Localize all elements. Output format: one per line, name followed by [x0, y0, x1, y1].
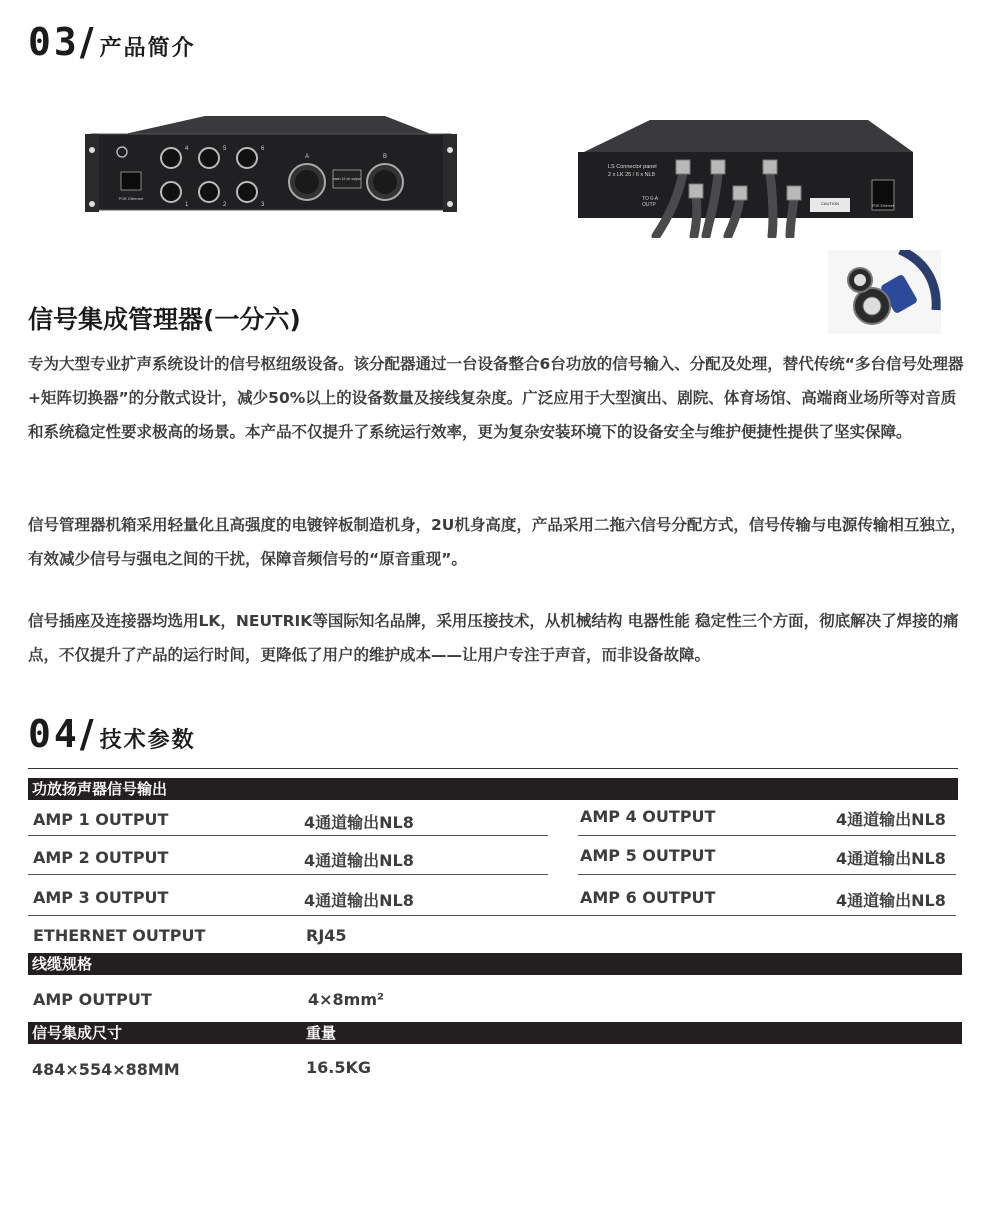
- row-divider: [28, 915, 956, 916]
- ethernet-value: RJ45: [306, 926, 347, 945]
- section-header-04: [28, 712, 196, 756]
- amp2-label: AMP 2 OUTPUT: [33, 848, 169, 867]
- amp3-value: 4通道输出NL8: [304, 891, 414, 910]
- size-value: 484×554×88MM: [32, 1060, 180, 1079]
- front-poe-label: POE Ethernet: [118, 196, 144, 201]
- row-divider: [28, 835, 548, 836]
- size-bar-label: 信号集成尺寸: [32, 1024, 123, 1042]
- cable-label: AMP OUTPUT: [33, 990, 152, 1009]
- amp6-label: AMP 6 OUTPUT: [580, 888, 716, 907]
- section-title: 产品简介: [99, 36, 196, 61]
- svg-text:3: 3: [261, 202, 265, 208]
- product-title: 信号集成管理器(一分六): [28, 305, 301, 334]
- weight-value: 16.5KG: [306, 1058, 372, 1077]
- row-divider: [578, 874, 956, 875]
- amp4-label: AMP 4 OUTPUT: [580, 807, 716, 826]
- cable-connector-image: [828, 250, 941, 334]
- row-divider: [578, 835, 956, 836]
- svg-text:each 12 ch output: each 12 ch output: [332, 177, 362, 181]
- row-divider: [28, 874, 548, 875]
- svg-text:1: 1: [185, 202, 189, 208]
- amp5-label: AMP 5 OUTPUT: [580, 846, 716, 865]
- svg-text:5: 5: [223, 146, 227, 152]
- section-slash: /: [79, 712, 94, 756]
- section-header-03: [28, 20, 196, 64]
- weight-bar-label: 重量: [306, 1024, 337, 1042]
- svg-text:A: A: [304, 154, 310, 160]
- amp1-label: AMP 1 OUTPUT: [33, 810, 169, 829]
- svg-text:TO 6-A: TO 6-A: [642, 196, 659, 202]
- amp5-value: 4通道输出NL8: [836, 849, 946, 868]
- amp4-value: 4通道输出NL8: [836, 810, 946, 829]
- spec-bar-label: 功放扬声器信号输出: [32, 780, 168, 798]
- spec-bar-amp-output: [28, 778, 958, 800]
- section-title: 技术参数: [99, 728, 196, 753]
- product-paragraph-3: 信号插座及连接器均选用LK，NEUTRIK等国际知名品牌，采用压接技术，从机械结构 电器性能 稳定性三个方面，彻底解决了焊接的痛点，不仅提升了产品的运行时间，更降低了用户的维护成本——让用户专注于声音，而非设备故障。: [28, 612, 959, 664]
- svg-text:CAUTION: CAUTION: [821, 201, 839, 206]
- product-front-image: [85, 114, 457, 214]
- ethernet-label: ETHERNET OUTPUT: [33, 926, 206, 945]
- svg-text:2 x LK 25 / 6 x NL8: 2 x LK 25 / 6 x NL8: [608, 172, 655, 178]
- svg-text:4: 4: [185, 146, 189, 152]
- product-paragraph-1: 专为大型专业扩声系统设计的信号枢纽级设备。该分配器通过一台设备整合6台功放的信号输入、分配及处理，替代传统“多台信号处理器+矩阵切换器”的分散式设计，减少50%以上的设备数量及接线复杂度。广泛应用于大型演出、剧院、体育场馆、高端商业场所等对音质和系统稳定性要求极高的场景。本产品不仅提升了系统运行效率，更为复杂安装环境下的设备安全与维护便捷性提供了坚实保障。: [28, 355, 964, 441]
- svg-text:OUTP: OUTP: [642, 202, 656, 208]
- amp1-value: 4通道输出NL8: [304, 813, 414, 832]
- section-number: 03: [28, 20, 80, 64]
- spec-bar-cable: [28, 953, 962, 975]
- spec-bar-size-weight: [28, 1022, 962, 1044]
- svg-text:2: 2: [223, 202, 227, 208]
- amp3-label: AMP 3 OUTPUT: [33, 888, 169, 907]
- spec-top-divider: [28, 768, 958, 769]
- svg-text:LS Connector panel: LS Connector panel: [608, 164, 657, 170]
- cable-value: 4×8mm²: [308, 990, 385, 1009]
- amp6-value: 4通道输出NL8: [836, 891, 946, 910]
- spec-bar-label: 线缆规格: [32, 955, 93, 973]
- amp2-value: 4通道输出NL8: [304, 851, 414, 870]
- product-rear-image: [578, 118, 913, 238]
- svg-text:B: B: [382, 154, 388, 160]
- svg-text:POE Ethernet: POE Ethernet: [872, 204, 894, 208]
- section-number: 04: [28, 712, 80, 756]
- svg-text:6: 6: [261, 146, 265, 152]
- section-slash: /: [79, 20, 94, 64]
- product-paragraph-2: 信号管理器机箱采用轻量化且高强度的电镀锌板制造机身，2U机身高度，产品采用二拖六信号分配方式，信号传输与电源传输相互独立，有效减少信号与强电之间的干扰，保障音频信号的“原音重现”。: [28, 516, 966, 568]
